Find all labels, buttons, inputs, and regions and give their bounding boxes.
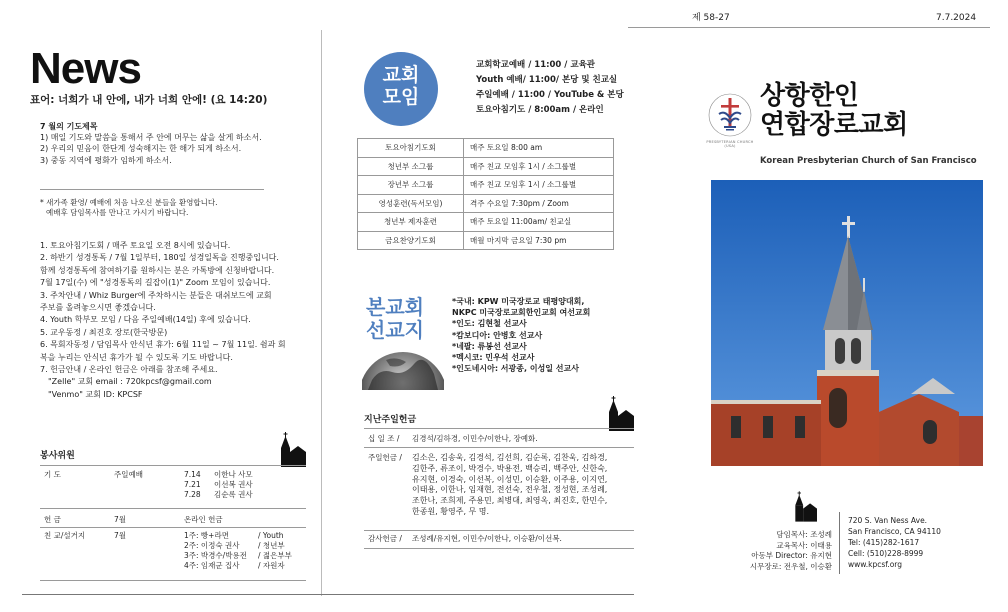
issue-number: 제 58-27 — [692, 13, 730, 23]
meeting-name: 장년부 소그룹 — [358, 176, 464, 195]
mission-item: *네팔: 류봉선 선교사 — [452, 341, 527, 351]
news-title: News — [30, 44, 141, 93]
cell-phone: Cell: (510)228-8999 — [848, 548, 924, 558]
service-rule — [40, 527, 306, 528]
fellowship-group: / 젊은부부 — [258, 551, 292, 561]
prayer-date: 7.21 — [184, 480, 201, 490]
meeting-name: 영성훈련(독서모임) — [358, 194, 464, 213]
staff-list — [700, 530, 832, 572]
zelle-line: "Zelle" 교회 email : 720kpcsf@gmail.com — [48, 377, 212, 387]
worship-times — [476, 58, 624, 118]
meeting-name: 청년부 제자훈련 — [358, 213, 464, 232]
sunday-offering-names — [412, 453, 607, 518]
welcome-note — [40, 198, 218, 218]
contact-divider — [839, 512, 840, 574]
fellowship-label: 친 교/설거지 — [44, 531, 86, 540]
offering-month: 7월 — [114, 515, 127, 524]
announcement-line: 5. 교우동정 / 최진호 장로(한국방문) — [40, 327, 168, 337]
announcement-line: 2. 하반기 성경통독 / 7월 1일부터, 180일 성경일독을 진행중입니다. — [40, 253, 279, 263]
service-title: 봉사위원 — [40, 451, 75, 461]
church-name-english: Korean Presbyterian Church of San Francisco — [760, 156, 977, 166]
offerings-rule — [364, 530, 634, 531]
announcement-line: 복을 누리는 안식년 휴가가 될 수 있도록 기도 바랍니다. — [40, 352, 233, 362]
thanks-offering-names: 조성례/유지현, 이민수/이한나, 이승환/이선복. — [412, 534, 562, 543]
prayer-type: 주일예배 — [114, 470, 143, 479]
divider — [40, 189, 264, 190]
welcome-line: 예배후 담임목사를 만나고 가시기 바랍니다. — [46, 208, 189, 218]
table-row — [358, 157, 614, 176]
column-divider — [321, 30, 322, 596]
offerings-rule — [364, 548, 634, 549]
table-row — [358, 176, 614, 195]
fellowship-group: / 청년부 — [258, 541, 285, 551]
prayer-item: 2) 우리의 믿음이 한단계 성숙해지는 한 해가 되게 하소서. — [40, 144, 242, 154]
fellowship-week: 2주: 이정숙 권사 — [184, 541, 240, 551]
prayer-label: 기 도 — [44, 470, 61, 479]
pcusa-logo-icon — [705, 88, 755, 146]
staff-line: 시무장로: 전우철, 이승환 — [749, 561, 832, 571]
church-silhouette-icon — [791, 488, 817, 524]
offerings-title: 지난주일헌금 — [364, 415, 417, 425]
worship-line: Youth 예배/ 11:00/ 본당 및 친교실 — [476, 74, 618, 85]
fellowship-week: 4주: 임재군 집사 — [184, 561, 240, 571]
prayer-item: 1) 매일 기도와 말씀을 통해서 주 안에 머무는 삶을 살게 하소서. — [40, 133, 262, 143]
name-line: 조한나, 조희제, 주용민, 최병대, 최영옥, 최진호, 한민수, — [412, 496, 608, 506]
fellowship-group: / Youth — [258, 531, 284, 540]
tithe-names: 김경석/김하경, 이민수/이한나, 장예화. — [412, 434, 538, 443]
mission-item: *인도: 김현철 선교사 — [452, 319, 527, 329]
name-line: 이태용, 이한나, 임재현, 전선숙, 전우철, 정성현, 조성례, — [412, 485, 608, 495]
address-line: 720 S. Van Ness Ave. — [848, 516, 928, 525]
issue-date: 7.7.2024 — [936, 13, 977, 23]
announcement-line: 1. 토요아침기도회 / 매주 토요일 오전 8시에 있습니다. — [40, 241, 231, 250]
mission-item: *멕시코: 민우석 선교사 — [452, 352, 535, 362]
worship-badge-line: 모임 — [382, 85, 420, 108]
prayer-names: 김순록 권사 — [214, 490, 253, 500]
meeting-time: 매월 마지막 금요일 7:30 pm — [464, 231, 614, 250]
announcement-line: 3. 주차안내 / Whiz Burger에 주차하시는 분들은 대쉬보드에 교회 — [40, 290, 272, 300]
worship-line: 주일예배 / 11:00 / YouTube & 본당 — [476, 89, 624, 100]
announcement-line: 주보를 올려놓으시면 좋겠습니다. — [40, 302, 156, 312]
service-rule — [40, 465, 306, 466]
offerings-rule — [364, 447, 634, 448]
meeting-schedule-table — [357, 138, 614, 250]
tithe-label: 십 일 조 / — [368, 434, 400, 443]
name-line: 유지현, 이경숙, 이선복, 이성민, 이승환, 이주용, 이지연, — [412, 474, 608, 484]
announcement-line: 7월 17일(수) 에 "성경통독의 길잡이(1)" Zoom 모임이 있습니다. — [40, 278, 271, 288]
prayer-date: 7.14 — [184, 470, 201, 479]
church-silhouette-icon — [604, 394, 634, 432]
table-row — [358, 213, 614, 232]
staff-line: 아동부 Director: 유지현 — [751, 551, 832, 560]
missions-title-line: 본교회 — [366, 295, 424, 319]
name-line: 한종원, 황영주, 무 명. — [412, 506, 490, 516]
mission-item: NKPC 미국장로교회한인교회 여선교회 — [452, 308, 591, 318]
table-row — [358, 194, 614, 213]
church-name — [760, 82, 908, 140]
header-rule — [628, 27, 990, 28]
service-rule — [40, 508, 306, 509]
prayer-names: 이선복 권사 — [214, 480, 253, 490]
offerings-rule — [364, 428, 634, 429]
announcement-line: 4. Youth 학부모 모임 / 다음 주일예배(14일) 후에 있습니다. — [40, 315, 251, 325]
prayer-names: 이한나 사모 — [214, 470, 253, 479]
worship-badge — [364, 52, 438, 126]
fellowship-week: 1주: 빵+라면 — [184, 531, 229, 540]
worship-line: 토요아침기도 / 8:00am / 온라인 — [476, 104, 604, 115]
offering-value: 온라인 헌금 — [184, 515, 223, 524]
pcusa-logo-text: PRESBYTERIAN CHURCH (USA) — [706, 140, 754, 148]
table-row — [358, 231, 614, 250]
name-line: 김소은, 김송욱, 김경석, 김선희, 김순록, 김찬욱, 김하경, — [412, 453, 608, 462]
fellowship-week: 3주: 박경수/박용전 — [184, 551, 247, 561]
meeting-time: 매주 친교 모임후 1시 / 소그룹별 — [464, 157, 614, 176]
missions-list — [452, 296, 590, 374]
church-photo — [711, 180, 983, 466]
prayer-title: 7 월의 기도제목 — [40, 122, 98, 131]
bottom-rule — [22, 594, 634, 595]
offering-label: 헌 금 — [44, 515, 61, 524]
welcome-line: * 새가족 환영/ 예배에 처음 나오신 분들을 환영합니다. — [40, 198, 218, 207]
missions-title-line: 선교지 — [366, 318, 424, 342]
announcement-line: 7. 헌금안내 / 온라인 헌금은 아래를 참조해 주세요. — [40, 364, 218, 374]
service-rule — [40, 580, 306, 581]
globe-icon — [362, 350, 444, 390]
website-link[interactable]: www.kpcsf.org — [848, 559, 903, 569]
meeting-time: 매주 토요일 11:00am/ 친교실 — [464, 213, 614, 232]
contact-info — [848, 516, 941, 570]
announcement-line: 6. 목회자동정 / 담임목사 안식년 휴가: 6월 11일 ~ 7월 11일. 쉼과 회 — [40, 340, 286, 350]
missions-title — [366, 296, 424, 342]
mission-item: *인도네시아: 서광종, 이성일 선교사 — [452, 364, 579, 374]
mission-item: *캄보디아: 안병호 선교사 — [452, 330, 543, 340]
meeting-name: 청년부 소그룹 — [358, 157, 464, 176]
church-name-line: 연합장로교회 — [760, 110, 908, 141]
venmo-line: "Venmo" 교회 ID: KPCSF — [48, 389, 143, 399]
prayer-duty-table — [40, 470, 257, 500]
prayer-date: 7.28 — [184, 490, 201, 500]
address-line: San Francisco, CA 94110 — [848, 526, 941, 536]
meeting-name: 금요찬양기도회 — [358, 231, 464, 250]
name-line: 김한주, 류조이, 박경수, 박용전, 백승리, 백주안, 신한숙, — [412, 463, 608, 473]
meeting-time: 매주 친교 모임후 1시 / 소그룹별 — [464, 176, 614, 195]
motto: 표어: 너희가 내 안에, 내가 너희 안에! (요 14:20) — [30, 94, 268, 106]
meeting-time: 매주 토요일 8:00 am — [464, 139, 614, 158]
meeting-name: 토요아침기도회 — [358, 139, 464, 158]
worship-line: 교회학교예배 / 11:00 / 교육관 — [476, 60, 596, 70]
thanks-offering-label: 감사헌금 / — [368, 534, 402, 543]
announcements — [40, 240, 286, 401]
fellowship-duty-table — [40, 531, 296, 572]
fellowship-month: 7월 — [114, 531, 127, 540]
staff-line: 교육목사: 이태용 — [776, 540, 832, 550]
phone: Tel: (415)282-1617 — [848, 537, 920, 547]
sunday-offering-label: 주일헌금 / — [368, 453, 402, 462]
announcement-line: 함께 성경통독에 참여하기를 원하시는 분은 카톡방에 신청바랍니다. — [40, 265, 275, 275]
church-name-line: 상항한인 — [760, 81, 859, 111]
fellowship-group: / 자원자 — [258, 561, 285, 571]
worship-badge-line: 교회 — [382, 64, 420, 86]
staff-line: 담임목사: 조성례 — [776, 530, 832, 539]
table-row — [358, 139, 614, 158]
prayer-item: 3) 중동 지역에 평화가 임하게 하소서. — [40, 155, 172, 165]
church-silhouette-icon — [276, 430, 306, 468]
meeting-time: 격주 수요일 7:30pm / Zoom — [464, 194, 614, 213]
prayer-topics — [40, 121, 262, 166]
mission-item: *국내: KPW 미국장로교 태평양대회, — [452, 297, 585, 306]
offering-duty-table — [40, 515, 227, 525]
